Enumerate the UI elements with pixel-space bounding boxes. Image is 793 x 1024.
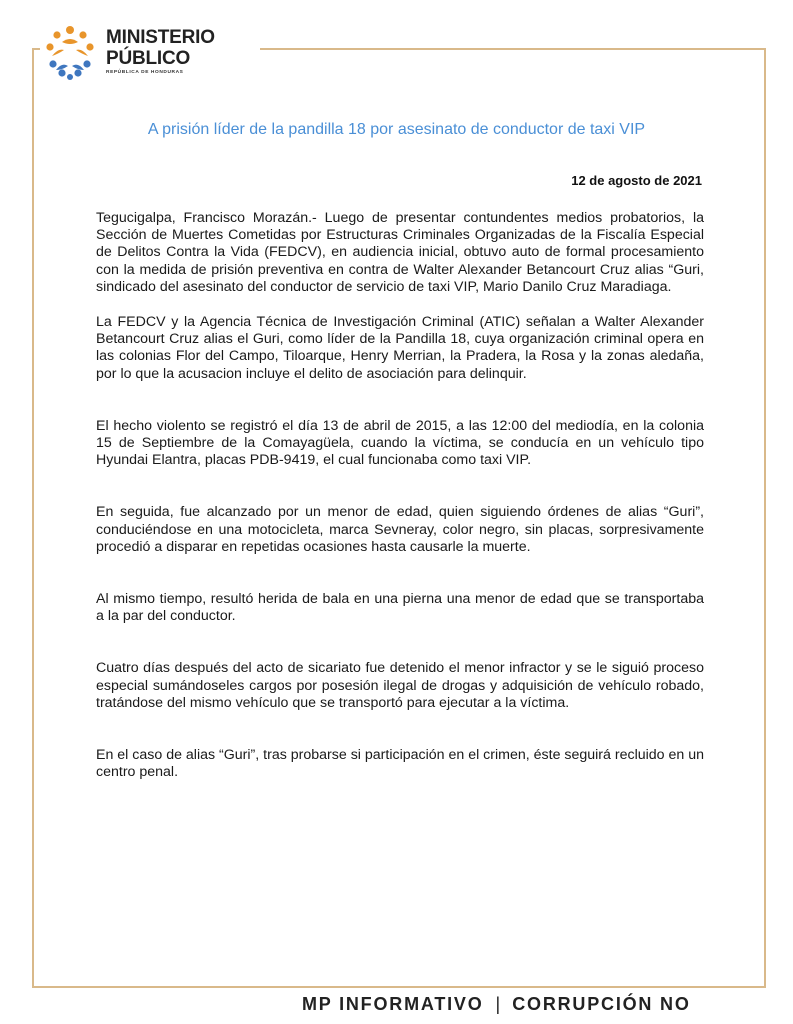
paragraph-3: El hecho violento se registró el día 13 de abril de 2015, a las 12:00 del mediodía, en la colonia 15 de Septiembre de la Comayagüela, cuando la víctima, se conducía en un vehículo tipo Hyundai Elantra, placas PDB-9419, el cual funcionaba como taxi VIP.	[96, 417, 704, 469]
paragraph-1: Tegucigalpa, Francisco Morazán.- Luego de presentar contundentes medios probatorios, la Sección de Muertes Cometidas por Estructuras Criminales Organizadas de la Fiscalía Especial de Delitos Contra la Vida (FEDCV), en audiencia inicial, obtuvo auto de formal procesamiento con la medida de prisión preventiva en contra de Walter Alexander Betancourt Cruz alias “Guri, sindicado del asesinato del conductor de servicio de taxi VIP, Mario Danilo Cruz Maradiaga.	[96, 210, 704, 295]
footer-mp-informativo: MP INFORMATIVO	[302, 993, 484, 1014]
press-release-title: A prisión líder de la pandilla 18 por asesinato de conductor de taxi VIP	[147, 121, 646, 138]
paragraph-7: En el caso de alias “Guri”, tras probarse si participación en el crimen, éste seguirá recluido en un centro penal.	[96, 747, 704, 781]
org-name-line1: MINISTERIO	[106, 27, 215, 49]
paragraph-4: En seguida, fue alcanzado por un menor de edad, quien siguiendo órdenes de alias “Guri”, conduciéndose en una motocicleta, marca Sevneray, color negro, sin placas, sorpresivamente procedió a disparar en repetidas ocasiones hasta causarle la muerte.	[96, 504, 704, 555]
org-name-line2: PÚBLICO	[106, 48, 191, 70]
org-subtitle: REPÚBLICA DE HONDURAS	[106, 70, 184, 76]
letterhead	[40, 22, 260, 82]
release-date: 12 de agosto de 2021	[571, 173, 702, 188]
paragraph-6: Cuatro días después del acto de sicariato fue detenido el menor infractor y se le siguió proceso especial sumándoseles cargos por posesión ilegal de drogas y adquisición de vehículo robado, tratándose del mismo vehículo que se transportó para ejecutar a la víctima.	[96, 660, 704, 711]
press-release-body	[96, 210, 704, 781]
paragraph-5: Al mismo tiempo, resultó herida de bala en una pierna una menor de edad que se transportaba a la par del conductor.	[96, 591, 704, 625]
paragraph-2: La FEDCV y la Agencia Técnica de Investigación Criminal (ATIC) señalan a Walter Alexander Betancourt Cruz alias el Guri, como líder de la Pandilla 18, cuya organización criminal opera en las colonias Flor del Campo, Tiloarque, Henry Merrian, la Pradera, la Rosa y la zonas aledaña, por lo que la acusacion incluye el delito de asociación para delinquir.	[96, 314, 704, 382]
footer-separator: |	[495, 993, 501, 1014]
footer-slogan	[290, 990, 703, 1018]
footer-corrupcion-no: CORRUPCIÓN NO	[512, 993, 691, 1014]
ministerio-publico-logo-icon	[40, 22, 100, 82]
